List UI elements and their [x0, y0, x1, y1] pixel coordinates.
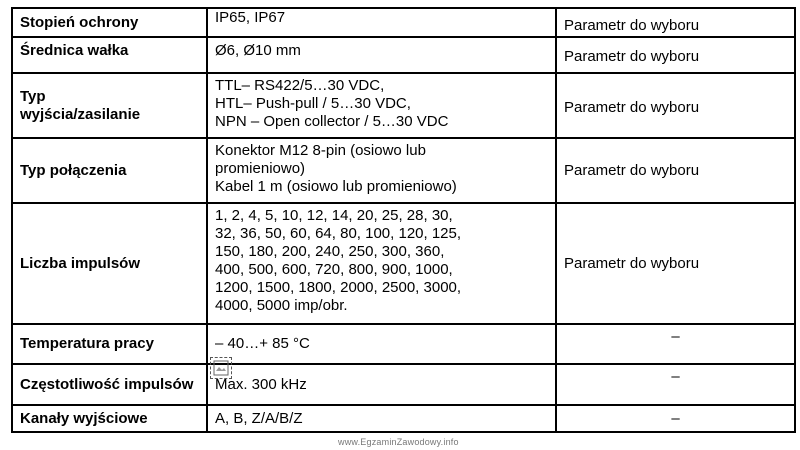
param-note: [556, 138, 795, 203]
param-name: Typ wyjścia/zasilanie: [12, 73, 207, 138]
param-note: [556, 324, 795, 364]
param-note: [556, 8, 795, 37]
value-line: Konektor M12 8-pin (osiowo lub: [215, 142, 426, 159]
value-line: IP65, IP67: [215, 9, 286, 26]
value-line: A, B, Z/A/B/Z: [215, 409, 303, 427]
table-row: [12, 138, 795, 203]
param-note: [556, 37, 795, 73]
value-line: Max. 300 kHz: [215, 375, 307, 393]
note-text: Parametr do wyboru: [564, 48, 700, 65]
value-line: 1, 2, 4, 5, 10, 12, 14, 20, 25, 28, 30,: [215, 207, 453, 224]
value-line: 400, 500, 600, 720, 800, 900, 1000,: [215, 261, 453, 278]
table-row: [12, 324, 795, 364]
value-line: Kabel 1 m (osiowo lub promieniowo): [215, 178, 457, 195]
value-line: 1200, 1500, 1800, 2000, 2500, 3000,: [215, 279, 462, 296]
table-row: [12, 37, 795, 73]
param-note: [556, 73, 795, 138]
value-line: 32, 36, 50, 60, 64, 80, 100, 120, 125,: [215, 225, 462, 242]
param-value: [207, 8, 556, 37]
param-note: [556, 203, 795, 324]
param-name: Średnica wałka: [12, 37, 207, 73]
param-name: Częstotliwość impulsów: [12, 364, 207, 405]
table-row: [12, 203, 795, 324]
table-row: [12, 8, 795, 37]
note-text: Parametr do wyboru: [564, 254, 700, 272]
table-row: [12, 364, 795, 405]
specification-table: [11, 7, 796, 433]
value-line: HTL– Push-pull / 5…30 VDC,: [215, 95, 411, 112]
table-row: [12, 405, 795, 432]
param-name: Typ połączenia: [12, 138, 207, 203]
param-note: [556, 405, 795, 432]
broken-image-icon: [211, 358, 231, 378]
note-text: Parametr do wyboru: [564, 98, 700, 116]
note-text: –: [671, 328, 680, 345]
table-row: [12, 73, 795, 138]
value-line: promieniowo): [215, 160, 306, 177]
param-value: [207, 203, 556, 324]
image-placeholder-icon: [210, 357, 232, 379]
param-value: [207, 364, 556, 405]
watermark: www.EgzaminZawodowy.info: [338, 437, 459, 447]
param-name: Liczba impulsów: [12, 203, 207, 324]
value-line: – 40…+ 85 °C: [215, 335, 310, 352]
value-line: 150, 180, 200, 240, 250, 300, 360,: [215, 243, 445, 260]
value-line: NPN – Open collector / 5…30 VDC: [215, 113, 449, 130]
param-value: [207, 324, 556, 364]
value-line: Ø6, Ø10 mm: [215, 42, 301, 59]
note-text: Parametr do wyboru: [564, 17, 700, 34]
param-value: [207, 73, 556, 138]
param-value: [207, 405, 556, 432]
param-value: [207, 37, 556, 73]
param-value: [207, 138, 556, 203]
param-name: Stopień ochrony: [12, 8, 207, 37]
note-text: Parametr do wyboru: [564, 161, 700, 179]
value-line: 4000, 5000 imp/obr.: [215, 297, 348, 314]
param-name: Temperatura pracy: [12, 324, 207, 364]
param-name: Kanały wyjściowe: [12, 405, 207, 432]
note-text: –: [671, 368, 680, 385]
value-line: TTL– RS422/5…30 VDC,: [215, 77, 385, 94]
note-text: –: [671, 409, 680, 427]
param-note: [556, 364, 795, 405]
